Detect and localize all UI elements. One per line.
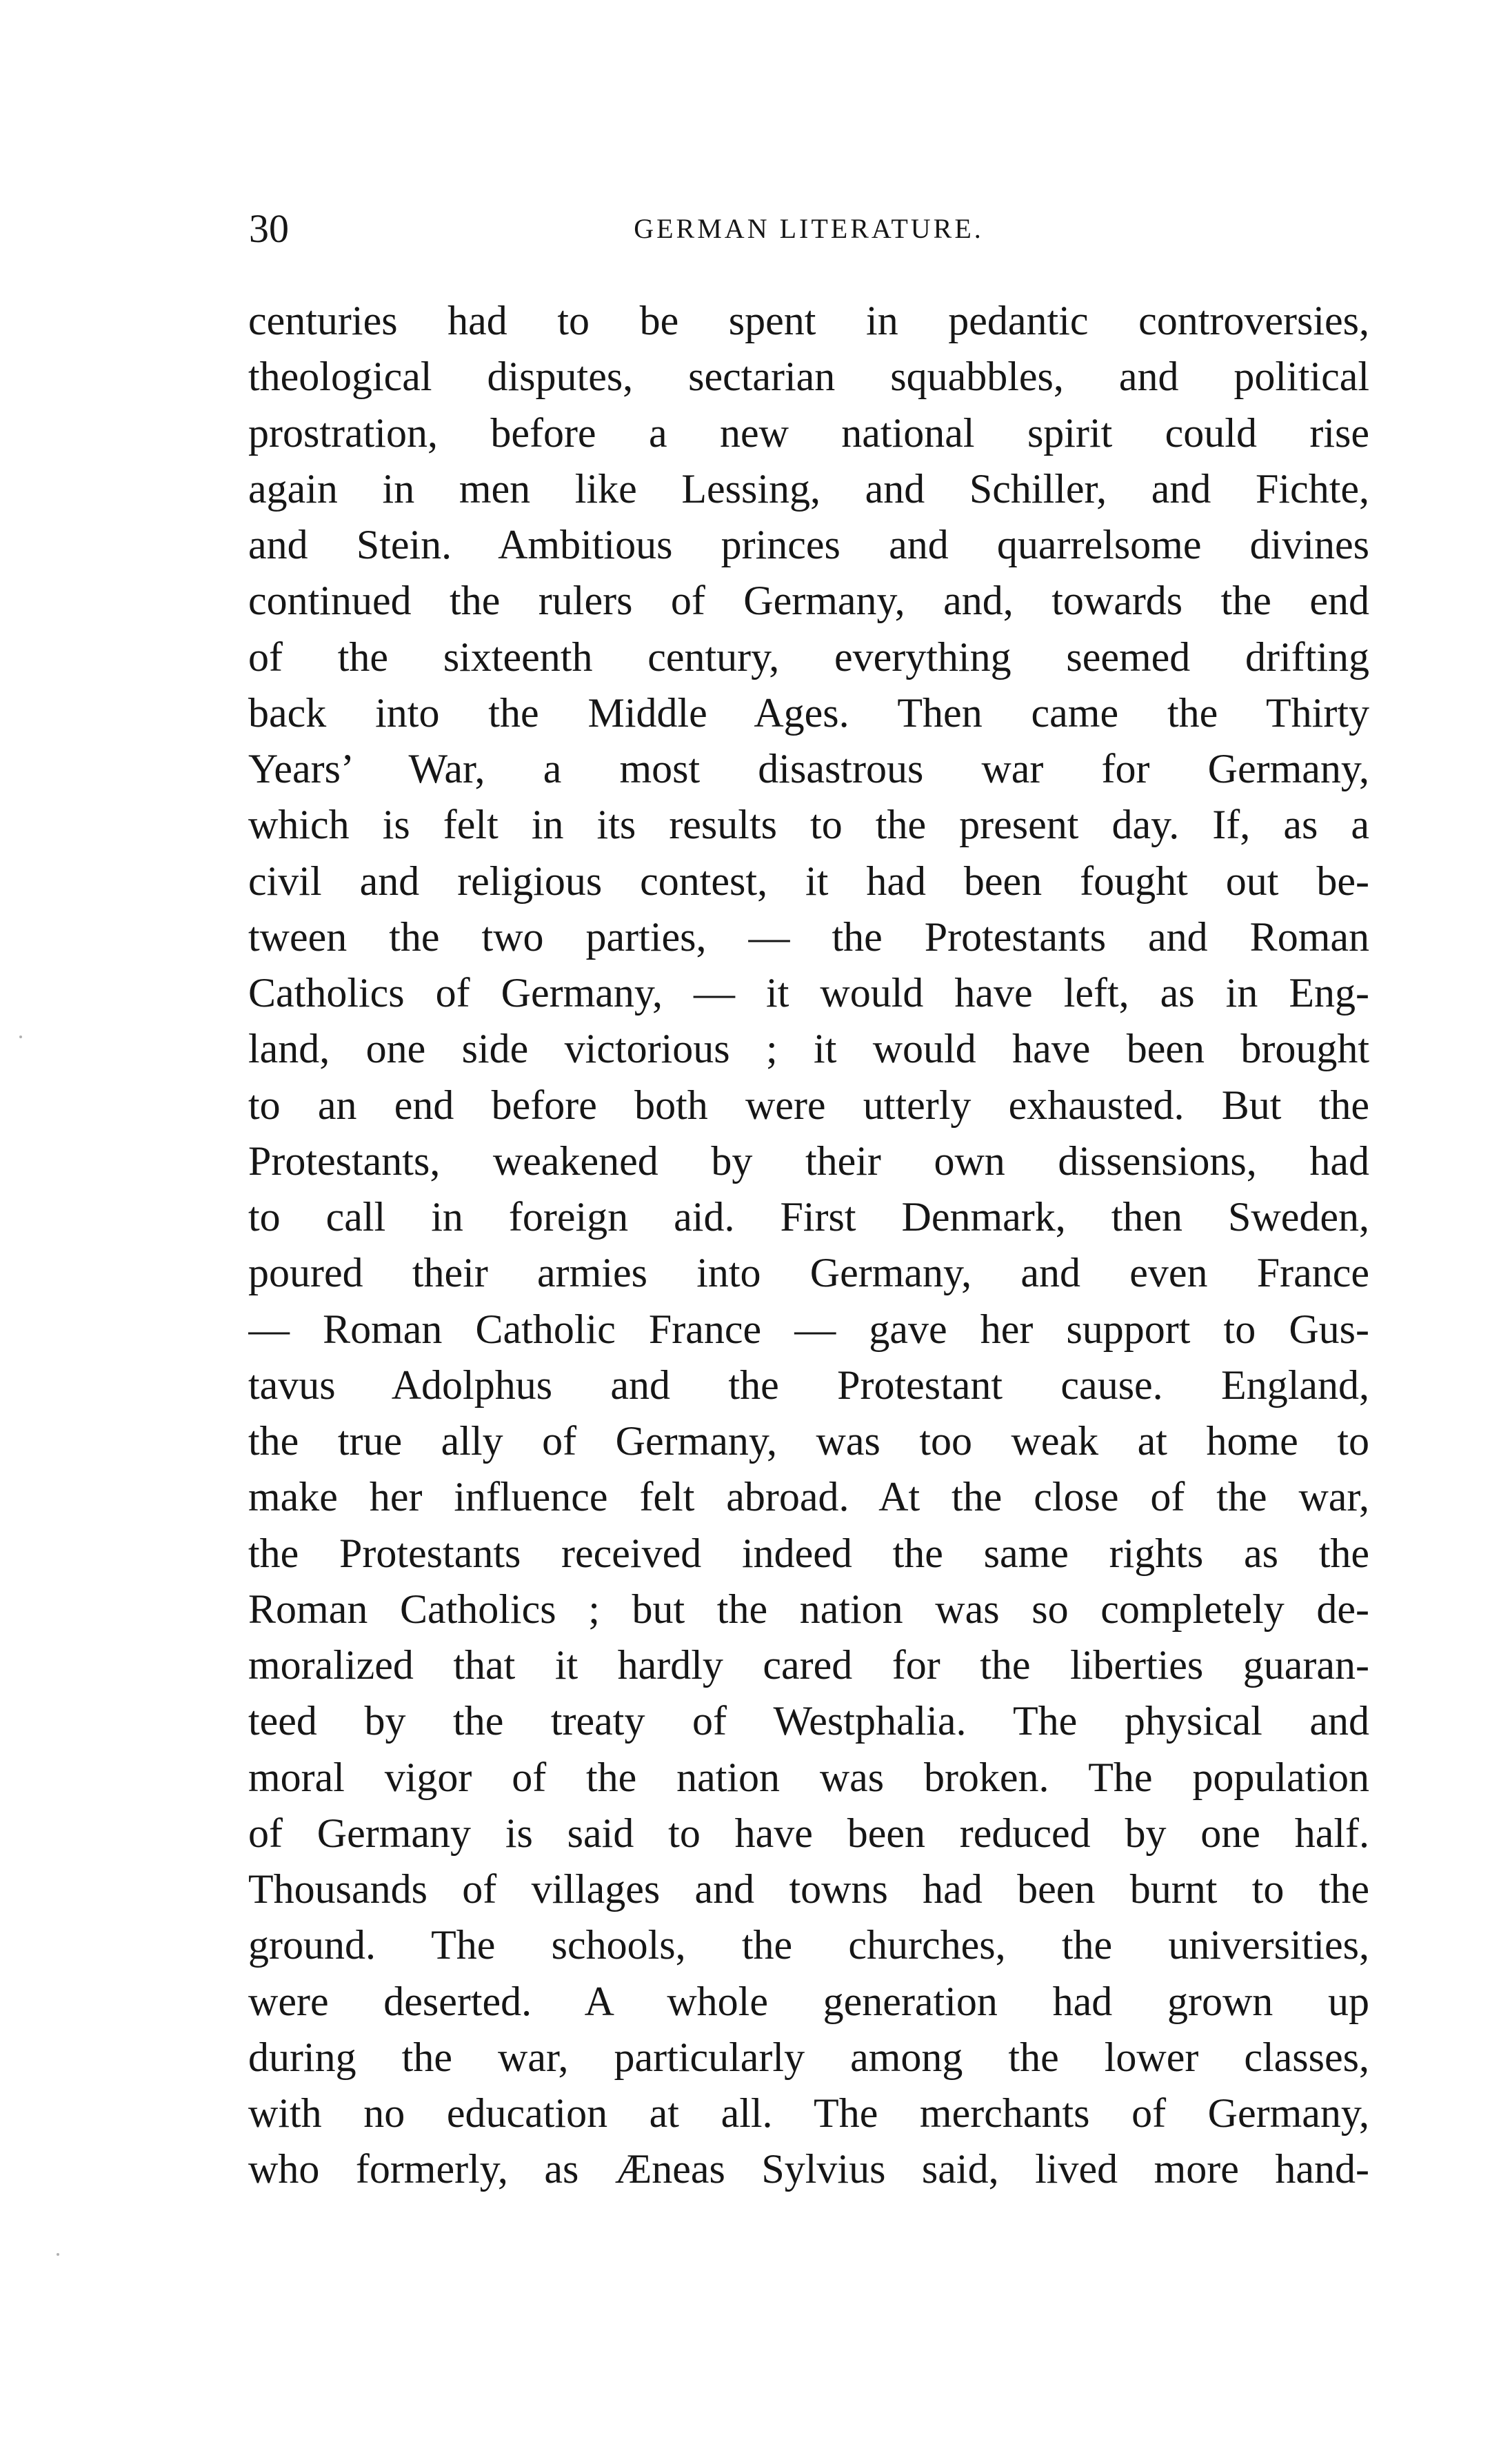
text-line: Catholics of Germany, — it would have left, as in Eng- [248, 970, 1369, 1016]
text-line: of Germany is said to have been reduced by one half. [248, 1810, 1369, 1856]
text-line: again in men like Lessing, and Schiller, and Fichte, [248, 465, 1369, 512]
text-line: of the sixteenth century, everything seemed drifting [248, 634, 1369, 680]
text-line: who formerly, as Æneas Sylvius said, lived more hand- [248, 2146, 1369, 2192]
text-line: poured their armies into Germany, and even France [248, 1250, 1369, 1296]
text-line: the Protestants received indeed the same rights as the [248, 1530, 1369, 1576]
text-line: tween the two parties, — the Protestants and Roman [248, 913, 1369, 960]
text-line: to an end before both were utterly exhausted. But the [248, 1082, 1369, 1128]
text-line: land, one side victorious ; it would have been brought [248, 1026, 1369, 1072]
text-line: Protestants, weakened by their own dissensions, had [248, 1138, 1369, 1184]
text-line: teed by the treaty of Westphalia. The physical and [248, 1698, 1369, 1744]
text-line: were deserted. A whole generation had grown up [248, 1978, 1369, 2024]
text-line: centuries had to be spent in pedantic controversies, [248, 298, 1369, 343]
text-line: tavus Adolphus and the Protestant cause. England, [248, 1362, 1369, 1408]
text-line: — Roman Catholic France — gave her support to Gus- [248, 1306, 1369, 1352]
text-line: ground. The schools, the churches, the universities, [248, 1922, 1369, 1968]
text-line: moral vigor of the nation was broken. The population [248, 1754, 1369, 1800]
body-paragraph [248, 293, 1369, 2198]
text-line: to call in foreign aid. First Denmark, then Sweden, [248, 1194, 1369, 1240]
scan-speck [57, 2253, 59, 2256]
text-line: back into the Middle Ages. Then came the Thirty [248, 689, 1369, 736]
text-line: which is felt in its results to the present day. If, as a [248, 802, 1369, 848]
text-line: moralized that it hardly cared for the liberties guaran- [248, 1642, 1369, 1688]
text-line: Thousands of villages and towns had been burnt to the [248, 1866, 1369, 1912]
running-title: GERMAN LITERATURE. [634, 213, 984, 244]
running-head [249, 201, 1369, 256]
text-line: theological disputes, sectarian squabbles, and political [248, 354, 1369, 400]
text-line: and Stein. Ambitious princes and quarrelsome divines [248, 522, 1369, 567]
text-line: the true ally of Germany, was too weak at home to [248, 1418, 1369, 1464]
text-line: during the war, particularly among the lower classes, [248, 2034, 1369, 2080]
page-number: 30 [249, 206, 289, 251]
scan-speck [19, 1036, 22, 1038]
text-line: Roman Catholics ; but the nation was so completely de- [248, 1586, 1369, 1632]
text-line: prostration, before a new national spirit could rise [248, 410, 1369, 456]
text-line: Years’ War, a most disastrous war for Germany, [248, 746, 1369, 791]
text-line: continued the rulers of Germany, and, towards the end [248, 578, 1369, 624]
text-line: make her influence felt abroad. At the close of the war, [248, 1474, 1369, 1520]
text-line: with no education at all. The merchants of Germany, [248, 2090, 1369, 2136]
text-line: civil and religious contest, it had been fought out be- [248, 858, 1369, 904]
